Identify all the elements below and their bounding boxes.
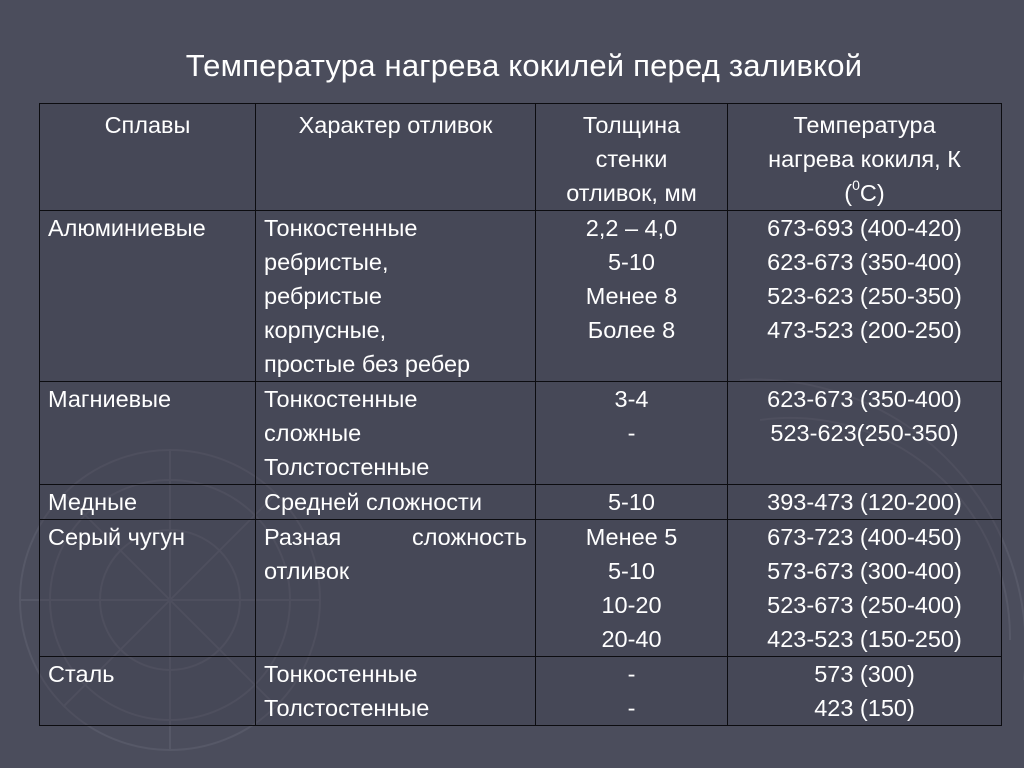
temperature-cell: 673-723 (400-450) 573-673 (300-400) 523-673 (250-400) 423-523 (150-250) [728, 520, 1002, 657]
temperature-cell: 623-673 (350-400) 523-623(250-350) [728, 382, 1002, 485]
temperature-cell: 573 (300) 423 (150) [728, 657, 1002, 726]
thickness-cell: 3-4 - [536, 382, 728, 485]
temperature-cell: 393-473 (120-200) [728, 485, 1002, 520]
alloy-cell: Серый чугун [40, 520, 256, 657]
header-heating-temperature: Температура нагрева кокиля, К ($^0$С) [728, 104, 1002, 211]
alloy-cell: Сталь [40, 657, 256, 726]
header-wall-thickness: Толщина стенки отливок, мм [536, 104, 728, 211]
header-casting-type: Характер отливок [256, 104, 536, 211]
casting-type-cell: Тонкостенные ребристые, ребристые корпусные, простые без ребер [256, 211, 536, 382]
alloy-cell: Медные [40, 485, 256, 520]
thickness-cell: - - [536, 657, 728, 726]
temperature-unit: ($^0$С) [844, 177, 885, 206]
thickness-cell: 2,2 – 4,0 5-10 Менее 8 Более 8 [536, 211, 728, 382]
justified-line: Разная сложность [264, 524, 527, 550]
table-header-row [40, 104, 1002, 211]
alloy-cell: Магниевые [40, 382, 256, 485]
thickness-cell: Менее 5 5-10 10-20 20-40 [536, 520, 728, 657]
temperature-cell: 673-693 (400-420) 623-673 (350-400) 523-623 (250-350) 473-523 (200-250) [728, 211, 1002, 382]
alloy-cell: Алюминиевые [40, 211, 256, 382]
casting-type-cell: Средней сложности [256, 485, 536, 520]
casting-type-cell: Тонкостенные сложные Толстостенные [256, 382, 536, 485]
slide-title: Температура нагрева кокилей перед заливкой [185, 48, 863, 83]
casting-type-cell: Разная сложность отливок [256, 520, 536, 657]
heating-temperature-table [39, 103, 1002, 726]
casting-type-cell: Тонкостенные Толстостенные [256, 657, 536, 726]
table-row-magnesium [40, 382, 1002, 485]
header-alloys: Сплавы [40, 104, 256, 211]
table-row-gray-cast-iron [40, 520, 1002, 657]
table-row-aluminum [40, 211, 1002, 382]
thickness-cell: 5-10 [536, 485, 728, 520]
table-row-steel [40, 657, 1002, 726]
table-row-copper [40, 485, 1002, 520]
